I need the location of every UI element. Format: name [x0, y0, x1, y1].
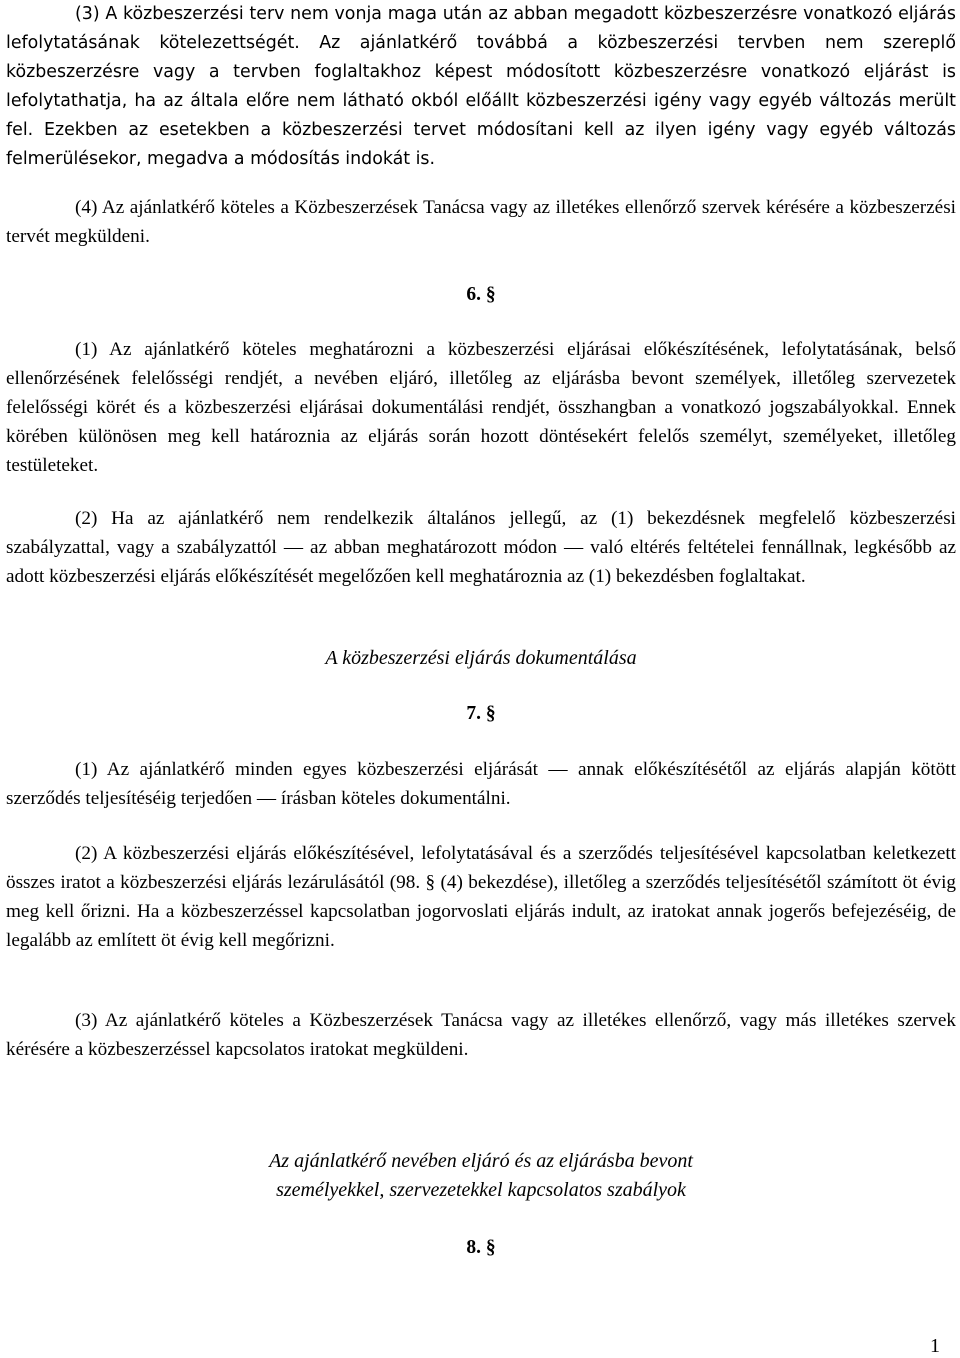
- section-7-number: 7. §: [466, 703, 496, 724]
- paragraph-7-2: (2) A közbeszerzési eljárás előkészítésével, lefolytatásával és a szerződés teljesítésével kapcsolatban keletkezett összes iratot a közbeszerzési eljárás lezárulásától (98. § (4) bekezdése), illetőleg a szerződés teljesítésétől számított öt évig meg kell őrizni. Ha a közbeszerzéssel kapcsolatban jogorvoslati eljárás indult, az iratokat annak jogerős befejezéséig, de legalább az említett öt évig kell megőrizni.: [6, 843, 956, 951]
- heading-persons-line1: Az ajánlatkérő nevében eljáró és az eljárásba bevont: [269, 1150, 693, 1172]
- paragraph-7-3: (3) Az ajánlatkérő köteles a Közbeszerzések Tanácsa vagy az illetékes ellenőrző, vagy más illetékes szervek kérésére a közbeszerzéssel kapcsolatos iratokat megküldeni.: [6, 1010, 956, 1060]
- paragraph-5-3: (3) A közbeszerzési terv nem vonja maga után az abban megadott közbeszerzésre vonatkozó eljárás lefolytatásának kötelezettségét. Az ajánlatkérő továbbá a közbeszerzési tervben nem szereplő közbeszerzésre vagy a tervben foglaltakhoz képest módosított közbeszerzésre vonatkozó eljárást is lefolytathatja, ha az általa előre nem látható okból előállt közbeszerzési igény vagy egyéb változás merült fel. Ezekben az esetekben a közbeszerzési tervet módosítani kell az ilyen igény vagy egyéb változás felmerülésekor, megadva a módosítás indokát is.: [6, 4, 956, 169]
- section-6-number: 6. §: [466, 284, 496, 305]
- paragraph-7-1: (1) Az ajánlatkérő minden egyes közbeszerzési eljárását — annak előkészítésétől az eljárás alapján kötött szerződés teljesítéséig terjedően — írásban köteles dokumentálni.: [6, 759, 956, 809]
- paragraph-6-2: (2) Ha az ajánlatkérő nem rendelkezik általános jellegű, az (1) bekezdésnek megfelelő közbeszerzési szabályzattal, vagy a szabályzattól — az abban meghatározott módon — való eltérés feltételei fennállnak, legkésőbb az adott közbeszerzési eljárás előkészítését megelőzően kell meghatároznia az (1) bekezdésben foglaltakat.: [6, 508, 956, 587]
- heading-documentation: A közbeszerzési eljárás dokumentálása: [325, 647, 637, 669]
- heading-persons-line2: személyekkel, szervezetekkel kapcsolatos szabályok: [276, 1179, 686, 1201]
- paragraph-5-4: (4) Az ajánlatkérő köteles a Közbeszerzések Tanácsa vagy az illetékes ellenőrző szervek kérésére a közbeszerzési tervét megküldeni.: [6, 197, 956, 247]
- page-number: 1: [930, 1335, 940, 1357]
- paragraph-6-1: (1) Az ajánlatkérő köteles meghatározni a közbeszerzési eljárásai előkészítésének, lefolytatásának, belső ellenőrzésének felelősségi rendjét, a nevében eljáró, illetőleg az eljárásba bevont személyek, illetőleg szervezetek felelősségi körét és a közbeszerzési eljárásai dokumentálási rendjét, összhangban a vonatkozó jogszabályokkal. Ennek körében különösen meg kell határoznia az eljárás során hozott döntésekért felelős személyt, személyeket, illetőleg testületeket.: [6, 339, 956, 476]
- section-8-number: 8. §: [466, 1237, 496, 1258]
